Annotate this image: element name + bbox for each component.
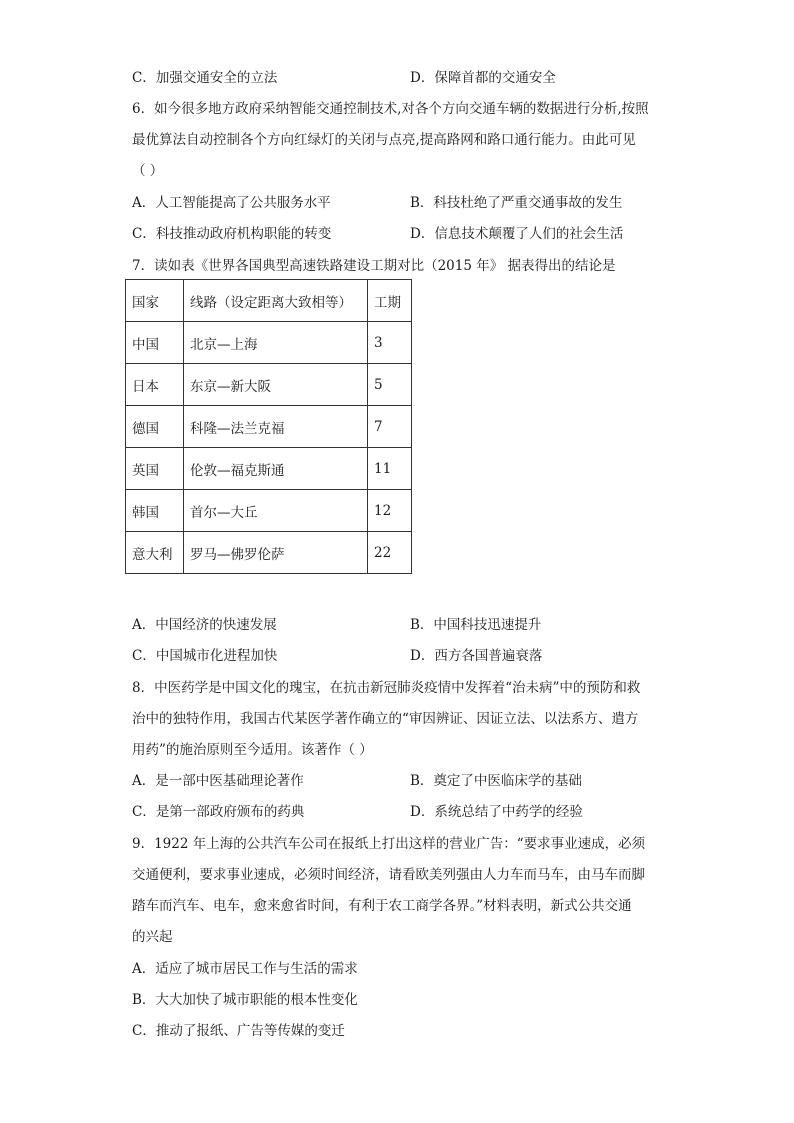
q8-option-d[interactable]: D．系统总结了中药学的经验 bbox=[410, 804, 583, 820]
q8-stem-line-1: 8．中医药学是中国文化的瑰宝，在抗击新冠肺炎疫情中发挥着“治未病”中的预防和救 bbox=[132, 680, 641, 696]
railway-table bbox=[125, 279, 412, 574]
table-cell-period: 5 bbox=[368, 364, 412, 406]
q9-stem-line-1: 9．1922 年上海的公共汽车公司在报纸上打出这样的营业广告：“要求事业速成，必须 bbox=[132, 836, 646, 852]
table-cell-period: 11 bbox=[368, 448, 412, 490]
table-row bbox=[126, 532, 412, 574]
table-cell-route: 罗马—佛罗伦萨 bbox=[184, 532, 368, 574]
table-header-row bbox=[126, 280, 412, 322]
table-cell-country: 德国 bbox=[126, 406, 184, 448]
q9-stem-line-3: 踏车而汽车、电车，愈来愈省时间，有利于农工商学各界。”材料表明，新式公共交通 bbox=[132, 898, 632, 914]
table-header-cell: 国家 bbox=[126, 280, 184, 322]
table-cell-period: 3 bbox=[368, 322, 412, 364]
q7-option-a[interactable]: A．中国经济的快速发展 bbox=[132, 617, 277, 633]
q9-stem-line-2: 交通便利，要求事业速成，必须时间经济，请看欧美列强由人力车而马车，由马车而脚 bbox=[132, 867, 645, 883]
q8-stem-line-3: 用药”的施治原则至今适用。该著作（ ） bbox=[132, 742, 373, 758]
q6-stem-line-2: 最优算法自动控制各个方向红绿灯的关闭与点亮,提高路网和路口通行能力。由此可见 bbox=[132, 132, 636, 148]
q6-option-c[interactable]: C．科技推动政府机构职能的转变 bbox=[132, 226, 332, 242]
table-header-cell: 工期 bbox=[368, 280, 412, 322]
q6-stem-line-3: （ ） bbox=[132, 163, 164, 179]
q7-option-c[interactable]: C．中国城市化进程加快 bbox=[132, 648, 278, 664]
q8-option-b[interactable]: B．奠定了中医临床学的基础 bbox=[410, 773, 582, 789]
q7-stem: 7．读如表《世界各国典型高速铁路建设工期对比（2015 年》 据表得出的结论是 bbox=[132, 258, 616, 274]
table-row bbox=[126, 322, 412, 364]
q6-option-b[interactable]: B．科技杜绝了严重交通事故的发生 bbox=[410, 195, 623, 211]
q5-option-c[interactable]: C．加强交通安全的立法 bbox=[132, 70, 278, 86]
q8-option-c[interactable]: C．是第一部政府颁布的药典 bbox=[132, 804, 305, 820]
table-cell-country: 中国 bbox=[126, 322, 184, 364]
table-row bbox=[126, 448, 412, 490]
table-cell-period: 12 bbox=[368, 490, 412, 532]
table-cell-period: 7 bbox=[368, 406, 412, 448]
table-cell-country: 英国 bbox=[126, 448, 184, 490]
q6-option-a[interactable]: A．人工智能提高了公共服务水平 bbox=[132, 195, 331, 211]
table-cell-country: 意大利 bbox=[126, 532, 184, 574]
q6-option-d[interactable]: D．信息技术颠覆了人们的社会生活 bbox=[410, 226, 624, 242]
q5-option-d[interactable]: D．保障首都的交通安全 bbox=[410, 70, 556, 86]
table-cell-route: 东京—新大阪 bbox=[184, 364, 368, 406]
table-row bbox=[126, 364, 412, 406]
table-cell-country: 日本 bbox=[126, 364, 184, 406]
table-cell-country: 韩国 bbox=[126, 490, 184, 532]
q8-stem-line-2: 治中的独特作用，我国古代某医学著作确立的“审因辨证、因证立法、以法系方、遣方 bbox=[132, 711, 639, 727]
q9-option-a[interactable]: A．适应了城市居民工作与生活的需求 bbox=[132, 961, 358, 977]
q7-option-d[interactable]: D．西方各国普遍衰落 bbox=[410, 648, 543, 664]
q9-option-b[interactable]: B．大大加快了城市职能的根本性变化 bbox=[132, 992, 358, 1008]
table-cell-route: 首尔—大丘 bbox=[184, 490, 368, 532]
q9-stem-line-4: 的兴起 bbox=[132, 929, 173, 945]
q7-option-b[interactable]: B．中国科技迅速提升 bbox=[410, 617, 542, 633]
table-cell-route: 北京—上海 bbox=[184, 322, 368, 364]
table-cell-route: 科隆—法兰克福 bbox=[184, 406, 368, 448]
table-row bbox=[126, 406, 412, 448]
table-cell-period: 22 bbox=[368, 532, 412, 574]
q9-option-c[interactable]: C．推动了报纸、广告等传媒的变迁 bbox=[132, 1023, 345, 1039]
table-cell-route: 伦敦—福克斯通 bbox=[184, 448, 368, 490]
table-row bbox=[126, 490, 412, 532]
q8-option-a[interactable]: A．是一部中医基础理论著作 bbox=[132, 773, 304, 789]
table-header-cell: 线路（设定距离大致相等） bbox=[184, 280, 368, 322]
q6-stem-line-1: 6．如今很多地方政府采纳智能交通控制技术,对各个方向交通车辆的数据进行分析,按照 bbox=[132, 101, 649, 117]
